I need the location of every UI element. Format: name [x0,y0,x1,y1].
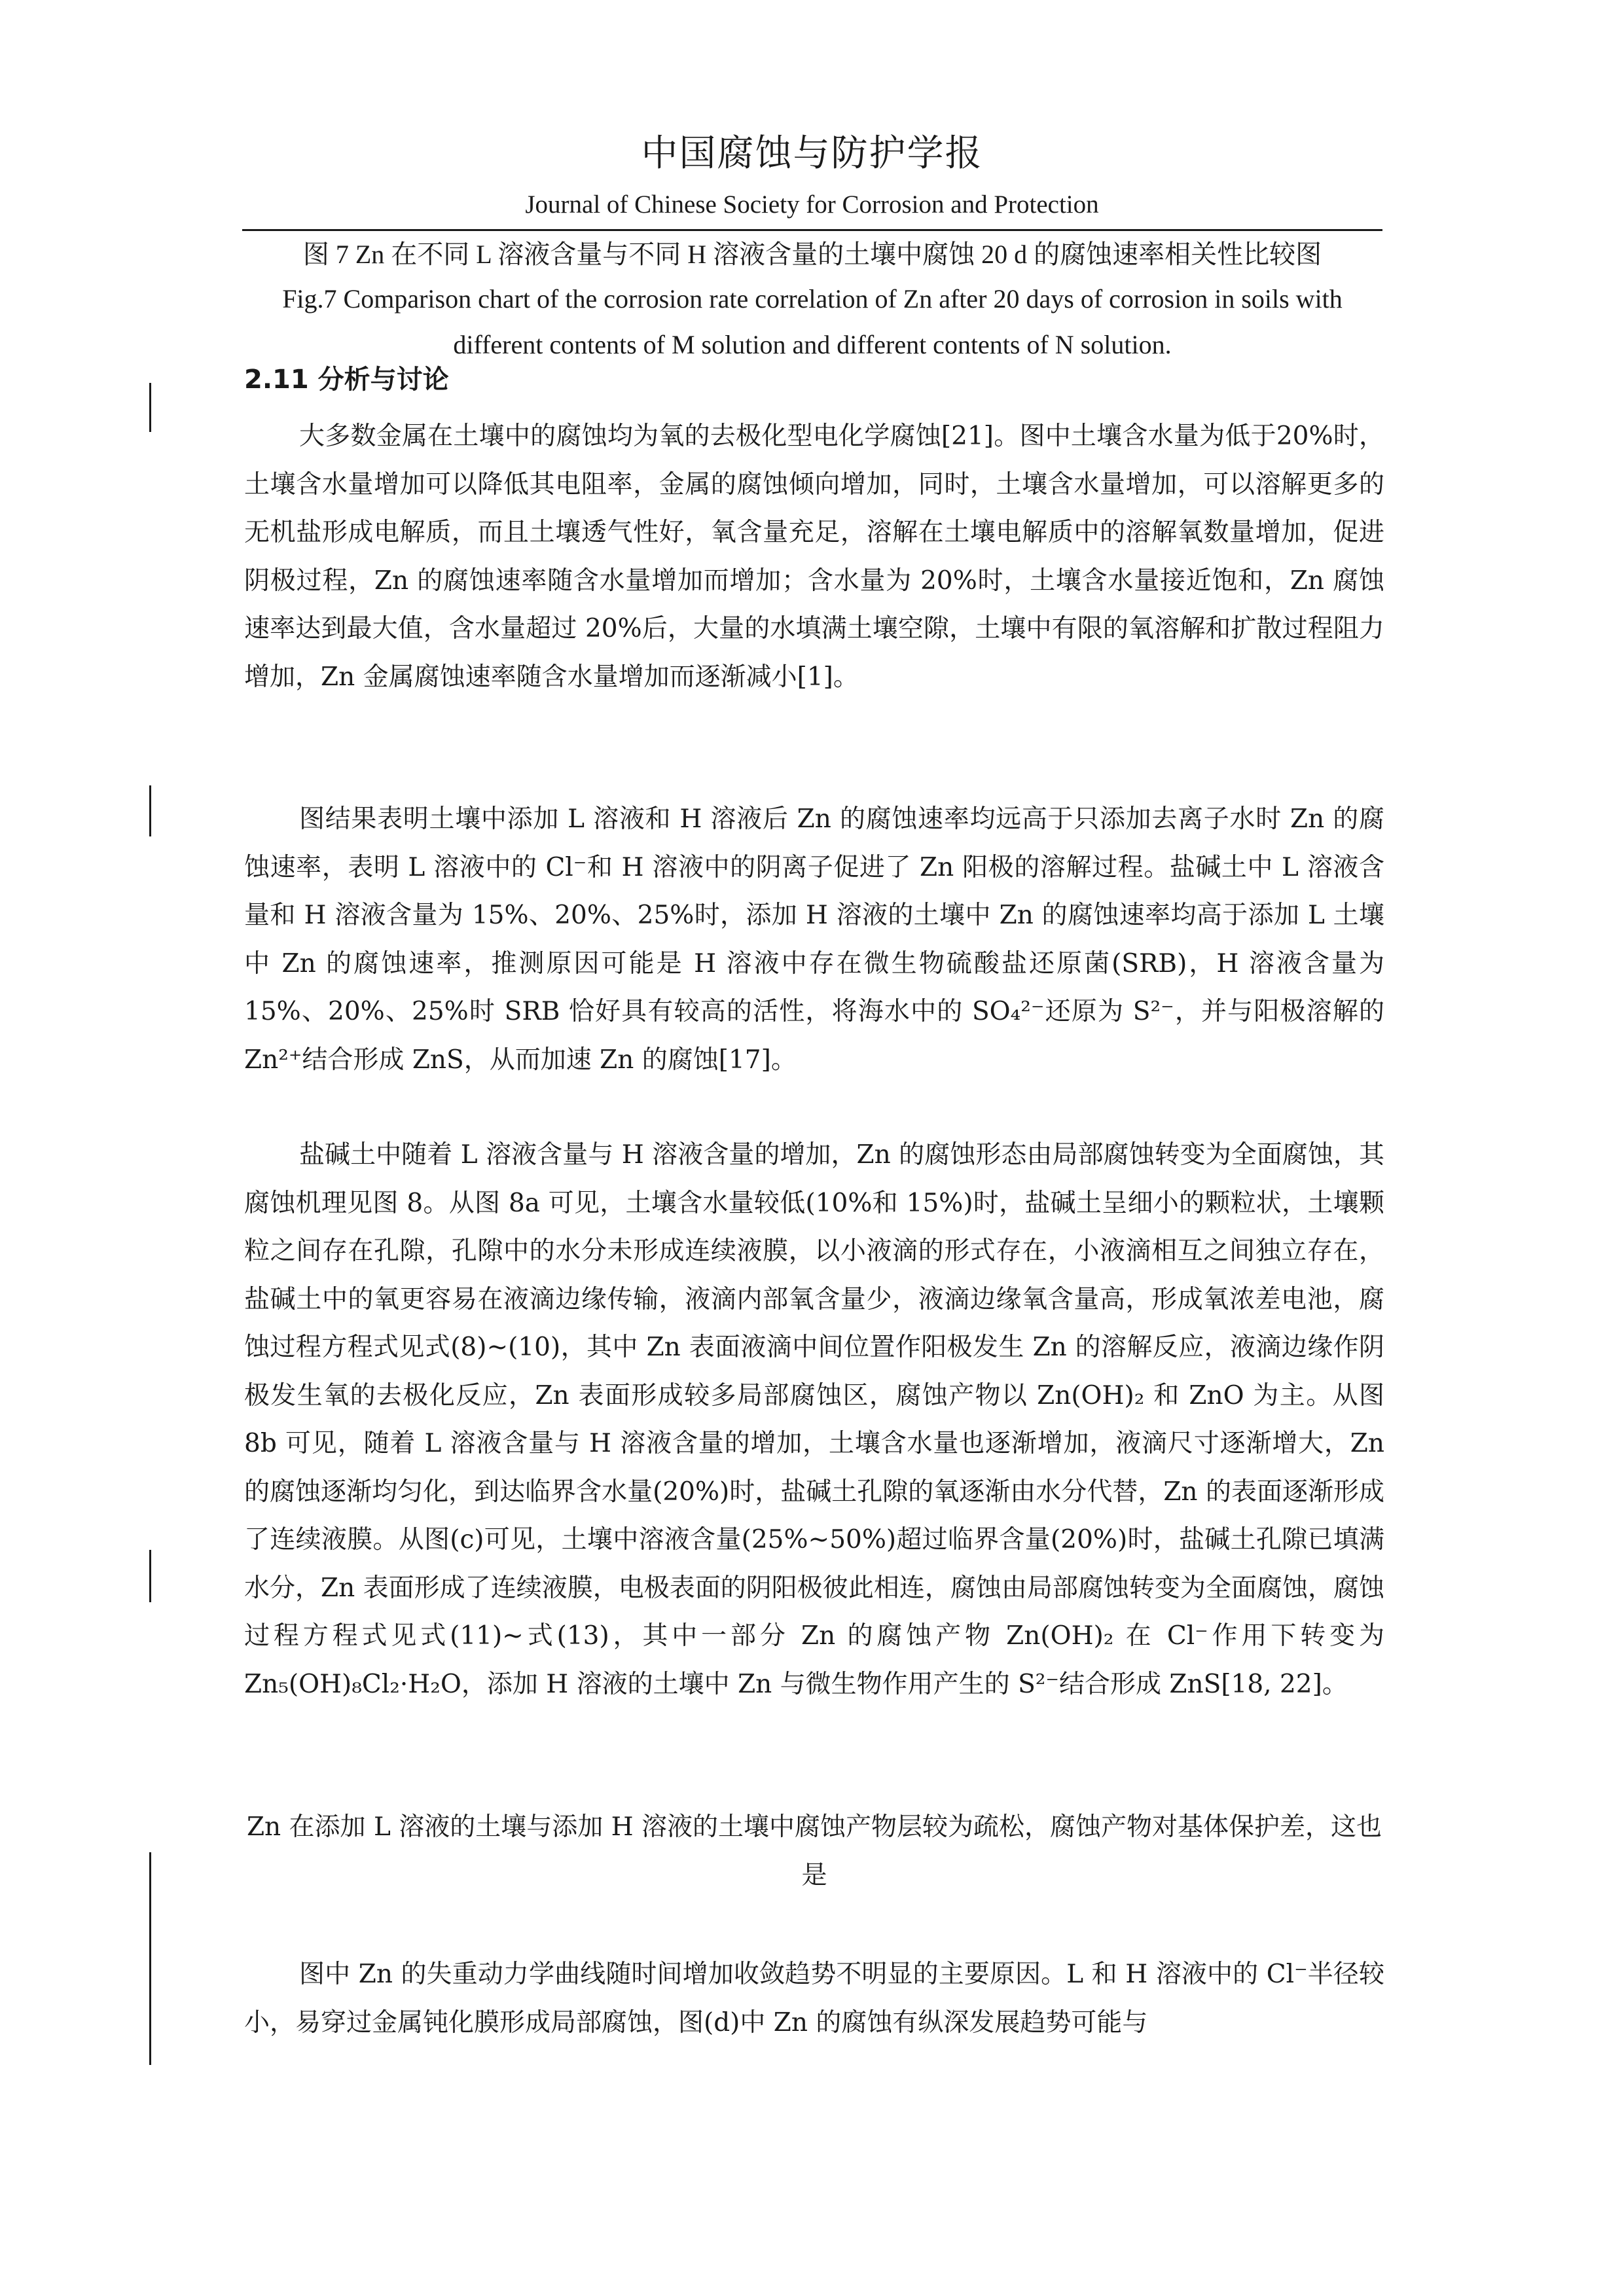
body-paragraph: 图结果表明土壤中添加 L 溶液和 H 溶液后 Zn 的腐蚀速率均远高于只添加去离子水时 Zn 的腐蚀速率，表明 L 溶液中的 Cl⁻和 H 溶液中的阴离子促进了 Zn 阳极的溶解过程。盐碱土中 L 溶液含量和 H 溶液含量为 15%、20%、25%时，添加 H 溶液的土壤中 Zn 的腐蚀速率均高于添加 L 土壤中 Zn 的腐蚀速率，推测原因可能是 H 溶液中存在微生物硫酸盐还原菌(SRB)，H 溶液含量为 15%、20%、25%时 SRB 恰好具有较高的活性，将海水中的 SO₄²⁻还原为 S²⁻，并与阳极溶解的 Zn²⁺结合形成 ZnS，从而加速 Zn 的腐蚀[17]。 [244,804,1384,1075]
figure-caption-chinese: 图 7 Zn 在不同 L 溶液含量与不同 H 溶液含量的土壤中腐蚀 20 d 的腐蚀速率相关性比较图 [302,240,1322,269]
revision-change-bar [149,383,151,432]
journal-subtitle: Journal of Chinese Society for Corrosion and Protection [525,190,1099,219]
body-paragraph: 大多数金属在土壤中的腐蚀均为氧的去极化型电化学腐蚀[21]。图中土壤含水量为低于20%时，土壤含水量增加可以降低其电阻率，金属的腐蚀倾向增加，同时，土壤含水量增加，可以溶解更多的无机盐形成电解质，而且土壤透气性好，氧含量充足，溶解在土壤电解质中的溶解氧数量增加，促进阴极过程，Zn 的腐蚀速率随含水量增加而增加；含水量为 20%时，土壤含水量接近饱和，Zn 腐蚀速率达到最大值，含水量超过 20%后，大量的水填满土壤空隙，土壤中有限的氧溶解和扩散过程阻力增加，Zn 金属腐蚀速率随含水量增加而逐渐减小[1]。 [244,422,1384,692]
section-heading: 2.11 分析与讨论 [244,365,449,395]
revision-change-bar [149,1852,151,2065]
revision-change-bar [149,785,151,836]
body-paragraph: Zn 在添加 L 溶液的土壤与添加 H 溶液的土壤中腐蚀产物层较为疏松，腐蚀产物对基体保护差，这也是 [246,1812,1382,1890]
revision-change-bar [149,1550,151,1602]
header-divider [242,229,1382,231]
figure-caption-english: Fig.7 Comparison chart of the corrosion rate correlation of Zn after 20 days of corrosion in soils with different contents of M solution and different contents of N solution. [282,284,1343,359]
journal-title: 中国腐蚀与防护学报 [641,132,983,175]
body-paragraph: 图中 Zn 的失重动力学曲线随时间增加收敛趋势不明显的主要原因。L 和 H 溶液中的 Cl⁻半径较小，易穿过金属钝化膜形成局部腐蚀，图(d)中 Zn 的腐蚀有纵深发展趋势可能与 [244,1960,1384,2037]
body-paragraph: 盐碱土中随着 L 溶液含量与 H 溶液含量的增加，Zn 的腐蚀形态由局部腐蚀转变为全面腐蚀，其腐蚀机理见图 8。从图 8a 可见，土壤含水量较低(10%和 15%)时，盐碱土呈细小的颗粒状，土壤颗粒之间存在孔隙，孔隙中的水分未形成连续液膜，以小液滴的形式存在，小液滴相互之间独立存在，盐碱土中的氧更容易在液滴边缘传输，液滴内部氧含量少，液滴边缘氧含量高，形成氧浓差电池，腐蚀过程方程式见式(8)~(10)，其中 Zn 表面液滴中间位置作阳极发生 Zn 的溶解反应，液滴边缘作阴极发生氧的去极化反应，Zn 表面形成较多局部腐蚀区，腐蚀产物以 Zn(OH)₂ 和 ZnO 为主。从图 8b 可见，随着 L 溶液含量与 H 溶液含量的增加，土壤含水量也逐渐增加，液滴尺寸逐渐增大，Zn 的腐蚀逐渐均匀化，到达临界含水量(20%)时，盐碱土孔隙的氧逐渐由水分代替，Zn 的表面逐渐形成了连续液膜。从图(c)可见，土壤中溶液含量(25%~50%)超过临界含量(20%)时，盐碱土孔隙已填满水分，Zn 表面形成了连续液膜，电极表面的阴阳极彼此相连，腐蚀由局部腐蚀转变为全面腐蚀，腐蚀过程方程式见式(11)~式(13)，其中一部分 Zn 的腐蚀产物 Zn(OH)₂ 在 Cl⁻作用下转变为 Zn₅(OH)₈Cl₂·H₂O，添加 H 溶液的土壤中 Zn 与微生物作用产生的 S²⁻结合形成 ZnS[18, 22]。 [244,1140,1384,1699]
